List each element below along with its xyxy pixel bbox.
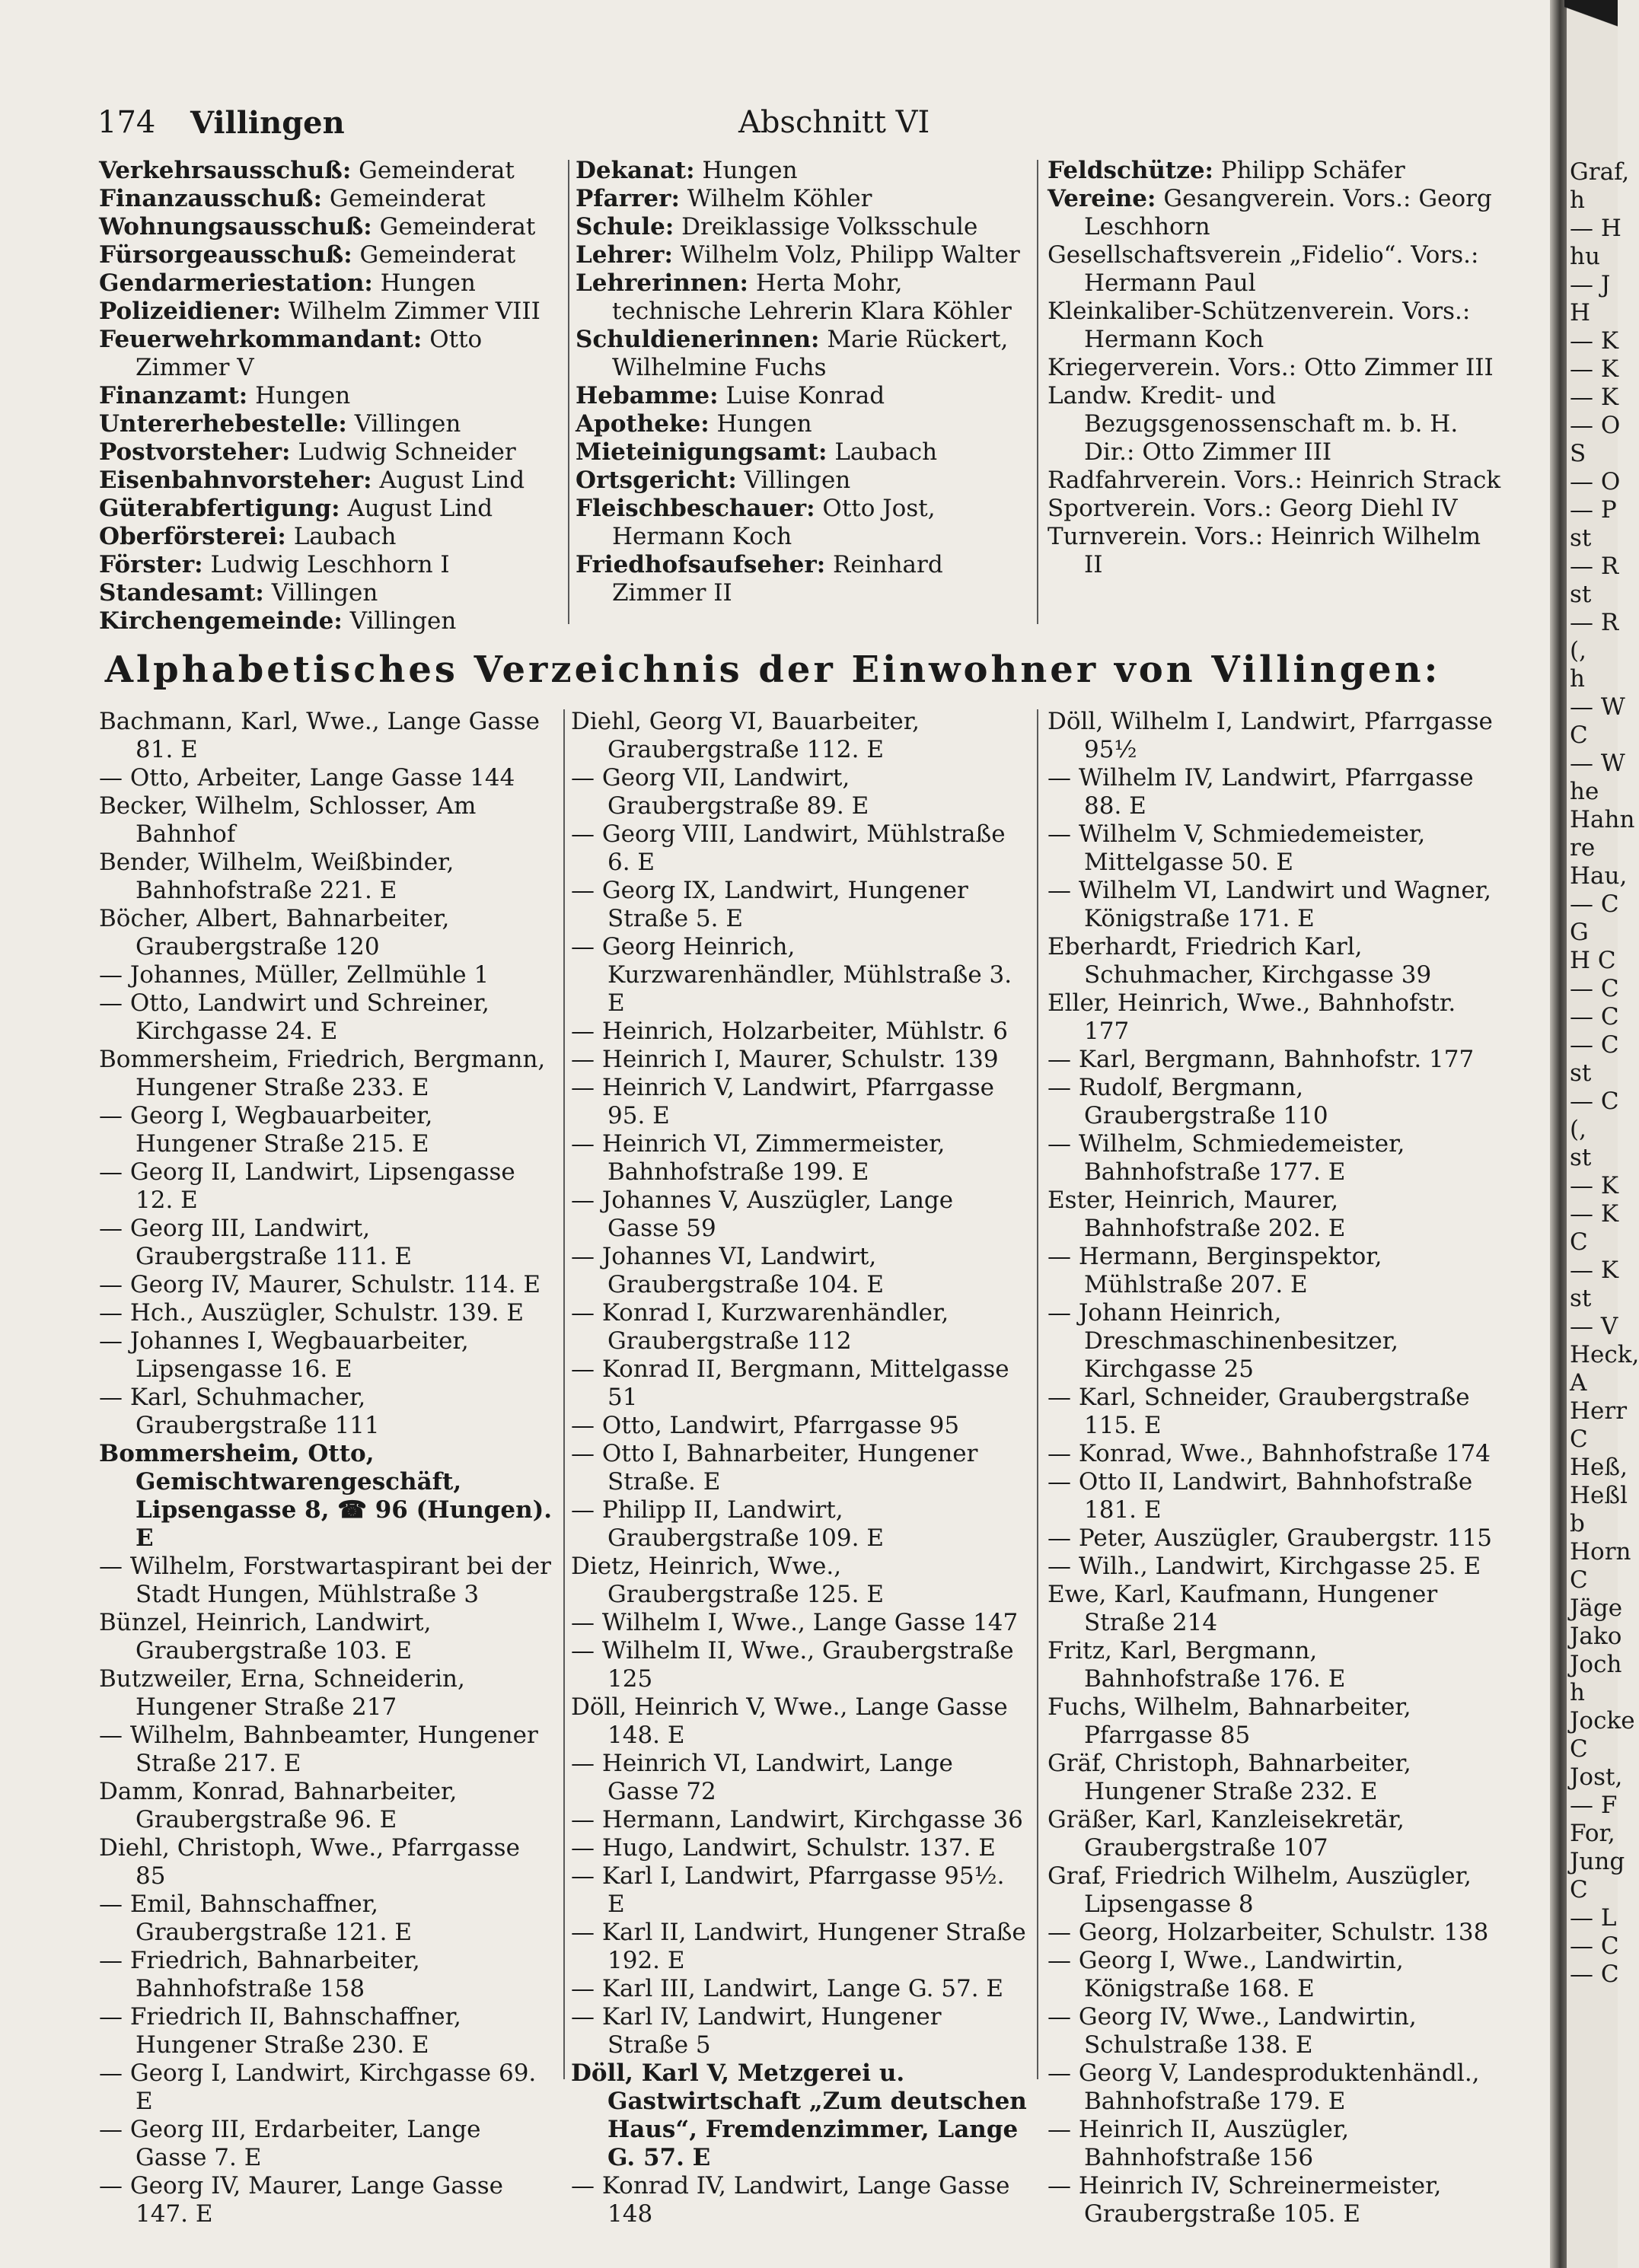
official-value: Wilhelm Zimmer VIII	[288, 298, 540, 325]
official-entry	[1047, 523, 1501, 579]
official-label: Oberförsterei:	[99, 523, 286, 550]
next-page-fragment: Herr	[1570, 1397, 1628, 1425]
next-page-fragment: Heß,	[1570, 1454, 1628, 1481]
resident-entry: — Georg III, Landwirt, Graubergstraße 111. E	[99, 1215, 412, 1270]
official-entry	[576, 438, 1029, 467]
official-entry	[99, 241, 563, 269]
resident-entry: — Hch., Auszügler, Schulstr. 139. E	[99, 1299, 524, 1327]
next-page-fragment: — K	[1570, 1200, 1619, 1228]
next-page-fragment: — K	[1570, 1257, 1619, 1284]
resident-entry: — Georg I, Landwirt, Kirchgasse 69. E	[99, 2059, 537, 2115]
resident-entry: — Georg III, Erdarbeiter, Lange Gasse 7. E	[99, 2116, 481, 2171]
official-label: Lehrer:	[576, 241, 673, 269]
column-divider	[1037, 160, 1038, 624]
next-page-fragment: Hahn	[1570, 806, 1635, 833]
next-page-fragment: Joch	[1570, 1651, 1622, 1678]
official-entry	[576, 551, 1029, 607]
next-page-fragment: st	[1570, 1144, 1592, 1171]
next-page-fragment: Jocke	[1570, 1707, 1635, 1734]
next-page-fragment: — C	[1570, 1961, 1619, 1988]
book-gutter	[1550, 0, 1567, 2268]
official-label: Fleischbeschauer:	[576, 495, 815, 522]
next-page-fragment: re	[1570, 834, 1596, 862]
next-page-fragment: C	[1570, 721, 1588, 749]
next-page-fragment: C	[1570, 1876, 1588, 1903]
resident-entry: Döll, Heinrich V, Wwe., Lange Gasse 148. E	[571, 1693, 1008, 1749]
resident-entry: — Philipp II, Landwirt, Graubergstraße 109. E	[571, 1496, 884, 1552]
official-value: Kleinkaliber-Schützenverein. Vors.: Hermann Koch	[1047, 298, 1471, 353]
next-page-fragment: C	[1570, 1228, 1588, 1256]
next-page-fragment: hu	[1570, 243, 1600, 270]
resident-entry: — Georg IX, Landwirt, Hungener Straße 5. E	[571, 877, 968, 932]
resident-entry: Butzweiler, Erna, Schneiderin, Hungener Straße 217	[99, 1665, 465, 1721]
next-page-fragment: — C	[1570, 1003, 1619, 1030]
official-label: Eisenbahnvorsteher:	[99, 467, 372, 494]
officials-left-column	[99, 157, 563, 635]
official-entry	[576, 467, 1029, 495]
resident-entry: — Konrad I, Kurzwarenhändler, Graubergstraße 112	[571, 1299, 949, 1355]
resident-entry: — Wilhelm, Schmiedemeister, Bahnhofstraße 177. E	[1047, 1130, 1405, 1186]
resident-entry: — Georg I, Wwe., Landwirtin, Königstraße 168. E	[1047, 1947, 1404, 2002]
official-value: Ludwig Leschhorn I	[210, 551, 450, 578]
resident-entry: Graf, Friedrich Wilhelm, Auszügler, Lipsengasse 8	[1047, 1862, 1472, 1918]
official-label: Polizeidiener:	[99, 298, 282, 325]
official-label: Standesamt:	[99, 579, 264, 607]
resident-entry: Bachmann, Karl, Wwe., Lange Gasse 81. E	[99, 708, 540, 763]
resident-entry: Diehl, Georg VI, Bauarbeiter, Graubergstraße 112. E	[571, 708, 920, 763]
resident-entry: — Emil, Bahnschaffner, Graubergstraße 121. E	[99, 1891, 412, 1946]
page-corner	[1564, 0, 1618, 46]
next-page-fragment: Heßl	[1570, 1482, 1628, 1509]
next-page-fragment: — R	[1570, 609, 1619, 636]
resident-entry: — Otto, Arbeiter, Lange Gasse 144	[99, 764, 515, 792]
resident-entry: — Heinrich II, Auszügler, Bahnhofstraße 156	[1047, 2116, 1350, 2171]
official-value: Villingen	[349, 607, 457, 635]
resident-entry: — Wilhelm VI, Landwirt und Wagner, Königstraße 171. E	[1047, 877, 1491, 932]
resident-entry: — Wilhelm II, Wwe., Graubergstraße 125	[571, 1637, 1014, 1693]
resident-entry: Döll, Wilhelm I, Landwirt, Pfarrgasse 95½	[1047, 708, 1493, 763]
resident-entry: Ester, Heinrich, Maurer, Bahnhofstraße 202. E	[1047, 1187, 1346, 1242]
resident-entry: — Georg IV, Maurer, Lange Gasse 147. E	[99, 2172, 504, 2228]
official-entry	[99, 213, 563, 241]
official-value: Gesellschaftsverein „Fidelio“. Vors.: Hermann Paul	[1047, 241, 1479, 297]
official-value: Reinhard Zimmer II	[612, 551, 943, 607]
official-label: Feldschütze:	[1047, 157, 1213, 184]
next-page-fragment: Heck,	[1570, 1341, 1639, 1368]
official-entry	[1047, 185, 1501, 241]
official-value: Gemeinderat	[359, 157, 515, 184]
official-value: Luise Konrad	[725, 382, 885, 409]
official-value: Philipp Schäfer	[1220, 157, 1405, 184]
next-page-fragment: C	[1570, 1735, 1588, 1763]
page-number: 174	[97, 105, 156, 140]
official-label: Lehrerinnen:	[576, 269, 749, 297]
resident-entry: — Heinrich VI, Landwirt, Lange Gasse 72	[571, 1750, 953, 1805]
official-label: Fürsorgeausschuß:	[99, 241, 352, 269]
official-entry	[1047, 382, 1501, 467]
official-label: Friedhofsaufseher:	[576, 551, 826, 578]
resident-entry: — Heinrich VI, Zimmermeister, Bahnhofstraße 199. E	[571, 1130, 945, 1186]
next-page-fragment: — H	[1570, 215, 1621, 242]
official-entry	[1047, 298, 1501, 354]
official-entry	[99, 579, 563, 607]
resident-entry: — Wilhelm I, Wwe., Lange Gasse 147	[571, 1609, 1019, 1636]
resident-entry: — Hermann, Berginspektor, Mühlstraße 207. E	[1047, 1243, 1382, 1298]
official-entry	[99, 185, 563, 213]
next-page-fragment: Hau,	[1570, 862, 1628, 890]
page-header	[0, 105, 1550, 151]
official-entry	[576, 269, 1029, 326]
official-label: Ortsgericht:	[576, 467, 737, 494]
official-entry	[99, 157, 563, 185]
resident-entry: — Konrad II, Bergmann, Mittelgasse 51	[571, 1355, 1009, 1411]
resident-entry: — Georg IV, Maurer, Schulstr. 114. E	[99, 1271, 540, 1298]
resident-entry: — Heinrich, Holzarbeiter, Mühlstr. 6	[571, 1018, 1008, 1045]
official-value: Otto Jost, Hermann Koch	[612, 495, 936, 550]
official-value: Otto Zimmer V	[136, 326, 483, 381]
resident-entry: Gräßer, Karl, Kanzleisekretär, Graubergstraße 107	[1047, 1806, 1405, 1862]
resident-entry: Bommersheim, Otto, Gemischtwarengeschäft, Lipsengasse 8, ☎ 96 (Hungen). E	[99, 1440, 553, 1552]
official-value: Wilhelm Köhler	[687, 185, 872, 212]
resident-entry: Bender, Wilhelm, Weißbinder, Bahnhofstraße 221. E	[99, 849, 454, 904]
column-divider	[563, 709, 565, 2079]
official-entry	[99, 551, 563, 579]
resident-entry: — Johannes, Müller, Zellmühle 1	[99, 961, 489, 989]
next-page-fragment: — V	[1570, 1313, 1618, 1340]
official-value: Kriegerverein. Vors.: Otto Zimmer III	[1047, 354, 1494, 381]
resident-entry: — Otto I, Bahnarbeiter, Hungener Straße. E	[571, 1440, 978, 1496]
official-entry	[1047, 354, 1501, 382]
resident-entry: — Karl, Schneider, Graubergstraße 115. E	[1047, 1384, 1470, 1439]
resident-entry: Bünzel, Heinrich, Landwirt, Graubergstraße 103. E	[99, 1609, 432, 1664]
resident-entry: Fuchs, Wilhelm, Bahnarbeiter, Pfarrgasse 85	[1047, 1693, 1411, 1749]
next-page-fragment: — C	[1570, 890, 1619, 918]
next-page-fragment: — L	[1570, 1904, 1617, 1932]
resident-entry: Fritz, Karl, Bergmann, Bahnhofstraße 176. E	[1047, 1637, 1346, 1693]
next-page-fragment: S	[1570, 440, 1586, 467]
official-value: Villingen	[744, 467, 851, 494]
official-label: Finanzamt:	[99, 382, 248, 409]
resident-entry: Becker, Wilhelm, Schlosser, Am Bahnhof	[99, 792, 477, 848]
official-label: Feuerwehrkommandant:	[99, 326, 423, 353]
next-page-text	[1570, 158, 1639, 1989]
official-label: Kirchengemeinde:	[99, 607, 343, 635]
official-label: Schuldienerinnen:	[576, 326, 820, 353]
official-label: Förster:	[99, 551, 203, 578]
next-page-fragment: — K	[1570, 384, 1619, 411]
resident-entry: — Heinrich IV, Schreinermeister, Graubergstraße 105. E	[1047, 2172, 1442, 2228]
resident-entry: — Wilhelm V, Schmiedemeister, Mittelgasse 50. E	[1047, 820, 1426, 876]
resident-entry: — Karl, Bergmann, Bahnhofstr. 177	[1047, 1046, 1475, 1073]
official-value: Villingen	[271, 579, 378, 607]
next-page-fragment: (,	[1570, 1116, 1586, 1143]
next-page-fragment: h	[1570, 186, 1585, 214]
official-value: Laubach	[293, 523, 397, 550]
next-page-fragment: A	[1570, 1369, 1587, 1397]
official-entry	[576, 326, 1029, 382]
official-entry	[1047, 241, 1501, 298]
page-city: Villingen	[190, 105, 345, 141]
resident-entry: — Georg VII, Landwirt, Graubergstraße 89. E	[571, 764, 869, 820]
resident-entry: — Karl, Schuhmacher, Graubergstraße 111	[99, 1384, 380, 1439]
resident-entry: — Georg II, Landwirt, Lipsengasse 12. E	[99, 1158, 515, 1214]
official-label: Verkehrsausschuß:	[99, 157, 352, 184]
official-entry	[576, 495, 1029, 551]
next-page-fragment: Jako	[1570, 1623, 1622, 1650]
official-value: Hungen	[716, 410, 812, 438]
resident-entry: — Georg IV, Wwe., Landwirtin, Schulstraße 138. E	[1047, 2003, 1417, 2059]
next-page-fragment: C	[1570, 1425, 1588, 1453]
next-page-fragment: b	[1570, 1510, 1585, 1537]
official-value: Gemeinderat	[329, 185, 486, 212]
resident-entry: — Johannes V, Auszügler, Lange Gasse 59	[571, 1187, 954, 1242]
resident-entry: — Georg Heinrich, Kurzwarenhändler, Mühlstraße 3. E	[571, 933, 1012, 1017]
official-entry	[1047, 467, 1501, 495]
resident-entry: — Wilhelm, Forstwartaspirant bei der Stadt Hungen, Mühlstraße 3	[99, 1553, 551, 1608]
next-page-fragment: Jost,	[1570, 1763, 1623, 1791]
official-value: Dreiklassige Volksschule	[681, 213, 978, 240]
residents-column-1	[99, 708, 556, 2228]
resident-entry: — Karl I, Landwirt, Pfarrgasse 95½. E	[571, 1862, 1005, 1918]
official-label: Postvorsteher:	[99, 438, 291, 466]
official-value: Hungen	[380, 269, 476, 297]
resident-entry: Gräf, Christoph, Bahnarbeiter, Hungener Straße 232. E	[1047, 1750, 1411, 1805]
resident-entry: Eller, Heinrich, Wwe., Bahnhofstr. 177	[1047, 989, 1456, 1045]
next-page-fragment: — C	[1570, 975, 1619, 1002]
next-page-fragment: — W	[1570, 693, 1625, 721]
official-value: Laubach	[834, 438, 938, 466]
resident-entry: — Georg VIII, Landwirt, Mühlstraße 6. E	[571, 820, 1006, 876]
official-entry	[576, 213, 1029, 241]
resident-entry: — Otto II, Landwirt, Bahnhofstraße 181. E	[1047, 1468, 1473, 1524]
official-entry	[99, 410, 563, 438]
next-page-fragment: (,	[1570, 637, 1586, 664]
official-value: Turnverein. Vors.: Heinrich Wilhelm II	[1047, 523, 1481, 578]
official-entry	[99, 523, 563, 551]
resident-entry: — Johannes VI, Landwirt, Graubergstraße 104. E	[571, 1243, 884, 1298]
next-page-fragment: G	[1570, 919, 1589, 946]
next-page-fragment: — O	[1570, 468, 1621, 495]
resident-entry: Eberhardt, Friedrich Karl, Schuhmacher, Kirchgasse 39	[1047, 933, 1432, 989]
official-entry	[99, 467, 563, 495]
resident-entry: — Friedrich II, Bahnschaffner, Hungener Straße 230. E	[99, 2003, 461, 2059]
next-page-fragment: st	[1570, 524, 1592, 552]
next-page-fragment: — R	[1570, 553, 1619, 580]
official-entry	[99, 269, 563, 298]
resident-entry: Bommersheim, Friedrich, Bergmann, Hungener Straße 233. E	[99, 1046, 546, 1101]
next-page-fragment: — C	[1570, 1088, 1619, 1115]
next-page-fragment: — C	[1570, 1031, 1619, 1059]
next-page-fragment: — P	[1570, 496, 1617, 524]
next-page-fragment: Jäge	[1570, 1594, 1623, 1622]
official-label: Güterabfertigung:	[99, 495, 340, 522]
resident-entry: — Karl IV, Landwirt, Hungener Straße 5	[571, 2003, 942, 2059]
resident-entry: — Georg V, Landesproduktenhändl., Bahnhofstraße 179. E	[1047, 2059, 1480, 2115]
next-page-edge	[1567, 0, 1639, 2268]
next-page-fragment: st	[1570, 1059, 1592, 1087]
next-page-fragment: Graf,	[1570, 158, 1630, 186]
directory-title: Alphabetisches Verzeichnis der Einwohner von Villingen:	[104, 648, 1441, 691]
official-label: Hebamme:	[576, 382, 719, 409]
resident-entry: — Johann Heinrich, Dreschmaschinenbesitzer, Kirchgasse 25	[1047, 1299, 1398, 1383]
resident-entry: Ewe, Karl, Kaufmann, Hungener Straße 214	[1047, 1581, 1438, 1636]
residents-column-3	[1047, 708, 1501, 2228]
resident-entry: — Konrad, Wwe., Bahnhofstraße 174	[1047, 1440, 1491, 1467]
official-value: Gesangverein. Vors.: Georg Leschhorn	[1084, 185, 1492, 240]
official-entry	[99, 607, 563, 635]
column-divider	[568, 160, 569, 624]
resident-entry: Damm, Konrad, Bahnarbeiter, Graubergstraße 96. E	[99, 1778, 458, 1833]
official-entry	[1047, 495, 1501, 523]
next-page-fragment: st	[1570, 581, 1592, 608]
resident-entry: — Peter, Auszügler, Graubergstr. 115	[1047, 1524, 1492, 1552]
official-value: August Lind	[379, 467, 525, 494]
official-label: Dekanat:	[576, 157, 695, 184]
resident-entry: — Hermann, Landwirt, Kirchgasse 36	[571, 1806, 1023, 1833]
resident-entry: Dietz, Heinrich, Wwe., Graubergstraße 125. E	[571, 1553, 884, 1608]
resident-entry: — Konrad IV, Landwirt, Lange Gasse 148	[571, 2172, 1010, 2228]
resident-entry: — Heinrich V, Landwirt, Pfarrgasse 95. E	[571, 1074, 994, 1129]
official-value: Wilhelm Volz, Philipp Walter	[680, 241, 1020, 269]
resident-entry: — Wilh., Landwirt, Kirchgasse 25. E	[1047, 1553, 1481, 1580]
resident-entry: — Otto, Landwirt, Pfarrgasse 95	[571, 1412, 960, 1439]
resident-entry: — Otto, Landwirt und Schreiner, Kirchgasse 24. E	[99, 989, 489, 1045]
official-entry	[1047, 157, 1501, 185]
official-entry	[99, 298, 563, 326]
official-entry	[99, 326, 563, 382]
next-page-fragment: Jung	[1570, 1848, 1625, 1875]
resident-entry: Böcher, Albert, Bahnarbeiter, Graubergstraße 120	[99, 905, 450, 960]
official-label: Finanzausschuß:	[99, 185, 323, 212]
next-page-fragment: he	[1570, 778, 1599, 805]
next-page-fragment: C	[1570, 1566, 1588, 1594]
resident-entry: — Wilhelm, Bahnbeamter, Hungener Straße 217. E	[99, 1722, 538, 1777]
resident-entry: Döll, Karl V, Metzgerei u. Gastwirtschaft „Zum deutschen Haus“, Fremdenzimmer, Lange G. 57. E	[571, 2059, 1027, 2171]
resident-entry: — Karl III, Landwirt, Lange G. 57. E	[571, 1975, 1004, 2002]
official-label: Vereine:	[1047, 185, 1156, 212]
officials-middle-column	[576, 157, 1029, 607]
next-page-fragment: — J	[1570, 271, 1611, 298]
official-value: Gemeinderat	[379, 213, 536, 240]
official-value: Hungen	[255, 382, 351, 409]
official-label: Mieteinigungsamt:	[576, 438, 827, 466]
official-value: Sportverein. Vors.: Georg Diehl IV	[1047, 495, 1458, 522]
next-page-fragment: H	[1570, 299, 1591, 327]
official-label: Pfarrer:	[576, 185, 680, 212]
official-value: Herta Mohr, technische Lehrerin Klara Köhler	[612, 269, 1012, 325]
resident-entry: — Rudolf, Bergmann, Graubergstraße 110	[1047, 1074, 1328, 1129]
official-entry	[576, 185, 1029, 213]
next-page-fragment: st	[1570, 1285, 1592, 1312]
resident-entry: — Karl II, Landwirt, Hungener Straße 192. E	[571, 1919, 1026, 1974]
official-value: Ludwig Schneider	[298, 438, 516, 466]
official-entry	[99, 382, 563, 410]
next-page-fragment: — K	[1570, 327, 1619, 355]
resident-entry: Diehl, Christoph, Wwe., Pfarrgasse 85	[99, 1834, 520, 1890]
official-value: Hungen	[702, 157, 798, 184]
page-section: Abschnitt VI	[738, 105, 930, 140]
official-value: Marie Rückert, Wilhelmine Fuchs	[612, 326, 1009, 381]
official-entry	[99, 495, 563, 523]
next-page-fragment: H C	[1570, 947, 1616, 974]
official-value: August Lind	[347, 495, 493, 522]
resident-entry: — Friedrich, Bahnarbeiter, Bahnhofstraße 158	[99, 1947, 420, 2002]
next-page-fragment: h	[1570, 1679, 1585, 1706]
official-entry	[576, 241, 1029, 269]
officials-right-column	[1047, 157, 1501, 579]
official-label: Gendarmeriestation:	[99, 269, 373, 297]
next-page-fragment: — W	[1570, 750, 1625, 777]
next-page-fragment: h	[1570, 665, 1585, 693]
official-entry	[576, 157, 1029, 185]
resident-entry: — Hugo, Landwirt, Schulstr. 137. E	[571, 1834, 996, 1862]
official-value: Radfahrverein. Vors.: Heinrich Strack	[1047, 467, 1501, 494]
official-label: Wohnungsausschuß:	[99, 213, 372, 240]
official-label: Untererhebestelle:	[99, 410, 347, 438]
official-label: Apotheke:	[576, 410, 709, 438]
official-entry	[576, 382, 1029, 410]
official-entry	[576, 410, 1029, 438]
official-label: Schule:	[576, 213, 674, 240]
residents-column-2	[571, 708, 1028, 2228]
resident-entry: — Georg, Holzarbeiter, Schulstr. 138	[1047, 1919, 1489, 1946]
official-entry	[99, 438, 563, 467]
next-page-fragment: Horn	[1570, 1538, 1631, 1566]
resident-entry: — Johannes I, Wegbauarbeiter, Lipsengasse 16. E	[99, 1327, 469, 1383]
next-page-fragment: — K	[1570, 1172, 1619, 1199]
next-page-fragment: — O	[1570, 412, 1621, 439]
next-page-fragment: — C	[1570, 1932, 1619, 1960]
column-divider	[1037, 709, 1038, 2079]
next-page-fragment: For,	[1570, 1820, 1615, 1847]
official-value: Villingen	[354, 410, 461, 438]
official-value: Gemeinderat	[359, 241, 516, 269]
resident-entry: — Wilhelm IV, Landwirt, Pfarrgasse 88. E	[1047, 764, 1474, 820]
next-page-fragment: — F	[1570, 1792, 1618, 1819]
resident-entry: — Heinrich I, Maurer, Schulstr. 139	[571, 1046, 999, 1073]
resident-entry: — Georg I, Wegbauarbeiter, Hungener Straße 215. E	[99, 1102, 433, 1158]
official-value: Landw. Kredit- und Bezugsgenossenschaft m. b. H. Dir.: Otto Zimmer III	[1047, 382, 1459, 466]
next-page-fragment: — K	[1570, 355, 1619, 383]
